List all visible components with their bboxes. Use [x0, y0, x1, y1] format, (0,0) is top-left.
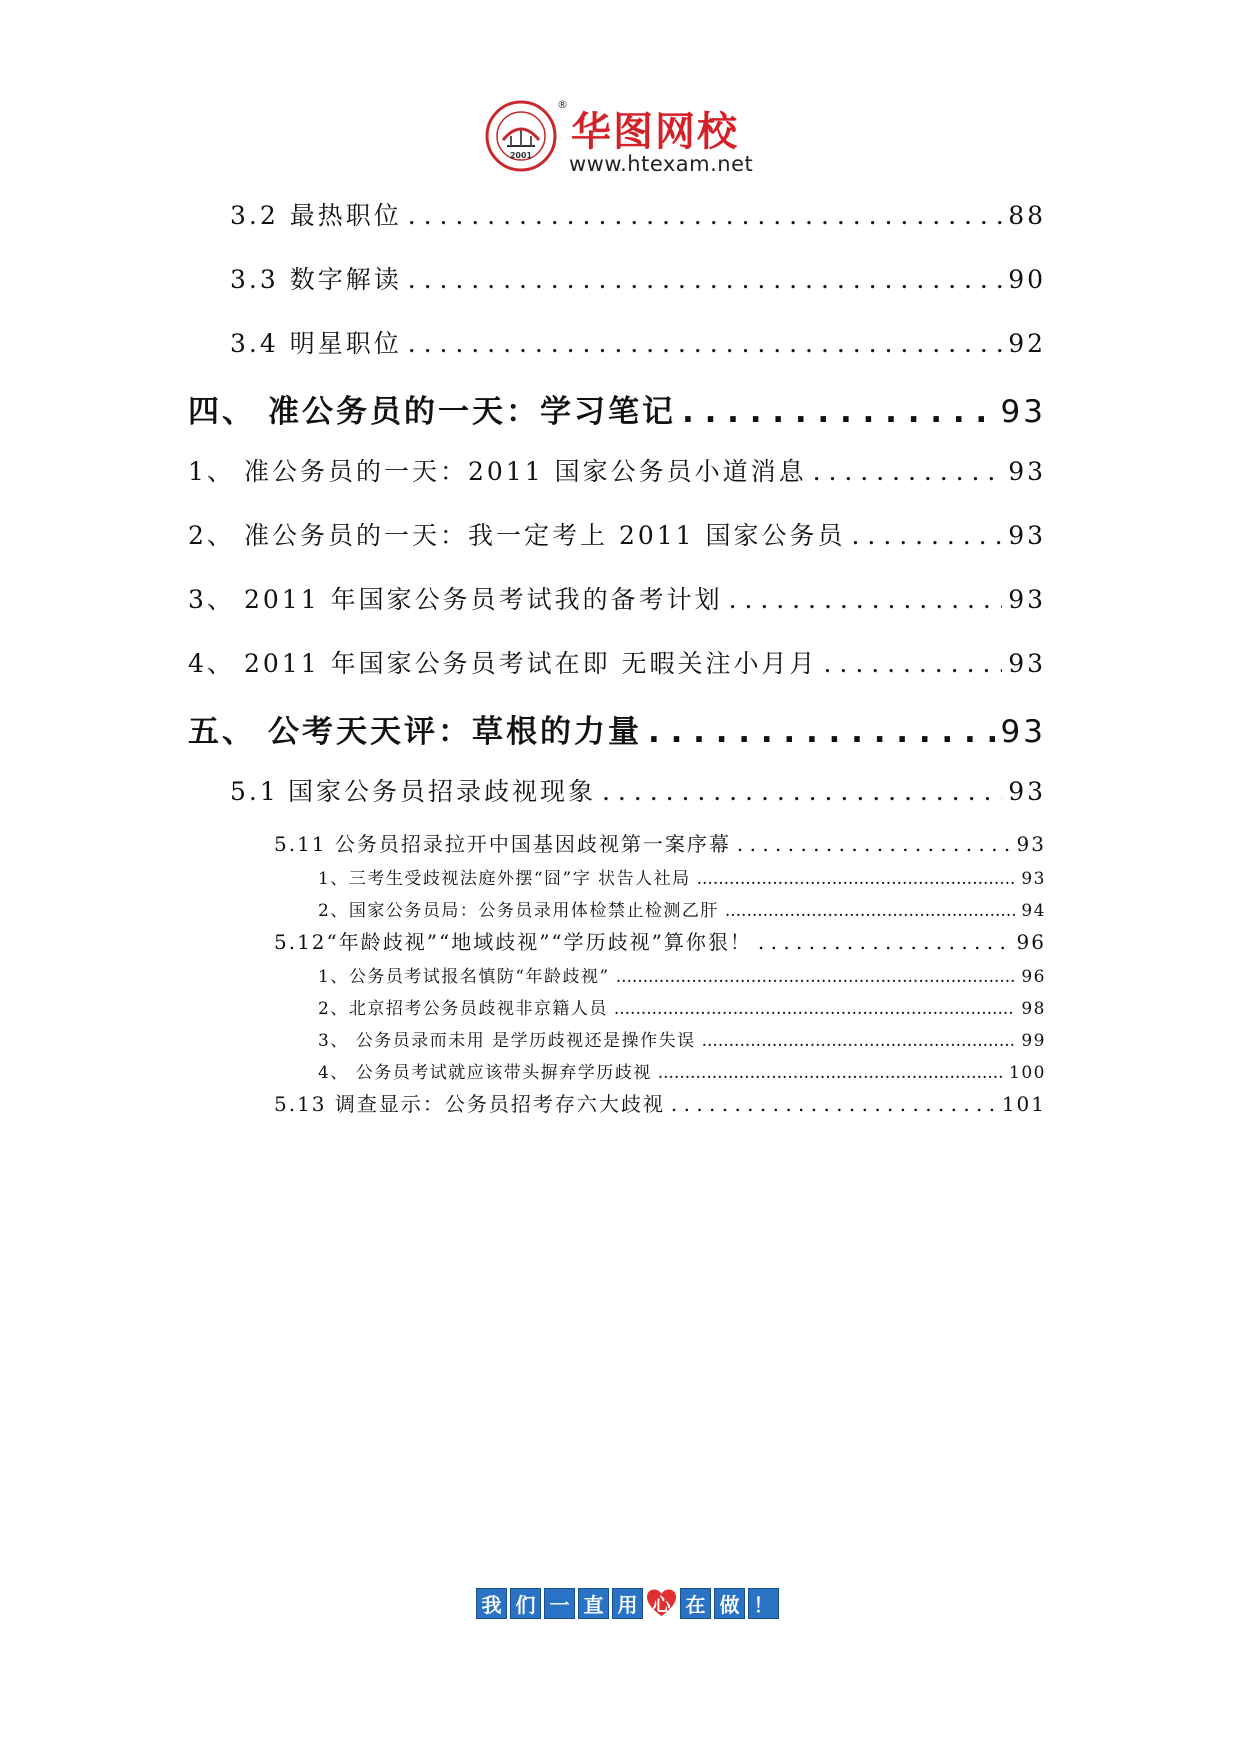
- toc-leader: [758, 930, 1011, 954]
- toc-entry[interactable]: [188, 580, 1046, 616]
- toc-chapter[interactable]: [188, 706, 1046, 751]
- toc-entry[interactable]: [318, 1026, 1046, 1051]
- toc-leader: [408, 329, 1002, 358]
- toc-entry[interactable]: [230, 324, 1046, 360]
- toc-title: 3.4 明星职位: [230, 329, 402, 358]
- toc-page: 96: [1021, 967, 1046, 987]
- toc-page: 96: [1016, 930, 1046, 954]
- seal-icon: [485, 100, 557, 172]
- toc-leader: [408, 201, 1002, 230]
- toc-entry[interactable]: [188, 516, 1046, 552]
- toc-entry[interactable]: [230, 196, 1046, 232]
- toc-number: 1、: [188, 457, 235, 486]
- toc-entry[interactable]: [318, 896, 1046, 921]
- toc-page: 98: [1021, 999, 1046, 1019]
- toc-page: 99: [1021, 1031, 1046, 1051]
- slogan-char: ！: [748, 1588, 779, 1619]
- toc-leader: [648, 714, 995, 750]
- slogan-char: 心: [652, 1594, 671, 1616]
- toc-entry[interactable]: [274, 926, 1046, 955]
- slogan-char: 我: [476, 1588, 507, 1619]
- toc-title: 1、公务员考试报名慎防“年龄歧视”: [318, 967, 610, 987]
- toc-leader: [671, 1092, 996, 1116]
- slogan-char: 直: [578, 1588, 609, 1619]
- toc-title: 4、 公务员考试就应该带头摒弃学历歧视: [318, 1063, 652, 1083]
- toc-page: 93: [1008, 777, 1046, 806]
- toc-title: 准公务员的一天：学习笔记: [268, 394, 676, 430]
- toc-title: 5.11 公务员招录拉开中国基因歧视第一案序幕: [274, 832, 731, 856]
- toc-page: 93: [1000, 714, 1046, 750]
- toc-entry[interactable]: [230, 260, 1046, 296]
- toc-title: 3、 公务员录而未用 是学历歧视还是操作失误: [318, 1031, 696, 1051]
- header-logo: [485, 100, 775, 180]
- toc-title: 2、国家公务员局：公务员录用体检禁止检测乙肝: [318, 901, 719, 921]
- slogan-char: 们: [510, 1588, 541, 1619]
- toc-page: 101: [1001, 1092, 1046, 1116]
- toc-page: 92: [1008, 329, 1046, 358]
- svg-text:2001: 2001: [509, 151, 533, 160]
- toc-entry[interactable]: [318, 994, 1046, 1019]
- toc-title: 3.3 数字解读: [230, 265, 402, 294]
- site-url: www.htexam.net: [569, 152, 754, 176]
- slogan-char: 做: [714, 1588, 745, 1619]
- toc-title: 2011 年国家公务员考试在即 无暇关注小月月: [244, 649, 818, 678]
- toc-entry[interactable]: [188, 644, 1046, 680]
- toc-entry[interactable]: [188, 452, 1046, 488]
- toc-leader: [616, 967, 1016, 987]
- toc-entry[interactable]: [230, 772, 1046, 808]
- toc-page: 88: [1008, 201, 1046, 230]
- slogan-char: 在: [680, 1588, 711, 1619]
- toc-page: 93: [1016, 832, 1046, 856]
- toc-number: 5.1: [230, 777, 279, 806]
- toc-title: 国家公务员招录歧视现象: [288, 777, 597, 806]
- toc-number: 2、: [188, 521, 235, 550]
- toc-leader: [658, 1063, 1003, 1083]
- toc-leader: [697, 869, 1016, 889]
- toc-entry[interactable]: [274, 828, 1046, 857]
- toc-entry[interactable]: [274, 1088, 1046, 1117]
- toc-title: 准公务员的一天：我一定考上 2011 国家公务员: [244, 521, 846, 550]
- toc-title: 3.2 最热职位: [230, 201, 402, 230]
- toc-title: 5.12“年龄歧视”“地域歧视”“学历歧视”算你狠！: [274, 930, 752, 954]
- toc-page: 94: [1021, 901, 1046, 921]
- toc-page: 90: [1008, 265, 1046, 294]
- toc-entry[interactable]: [318, 1058, 1046, 1083]
- brand-name: 华图网校: [571, 109, 739, 155]
- toc-chapter[interactable]: [188, 386, 1046, 431]
- toc-page: 93: [1008, 585, 1046, 614]
- toc-title: 公考天天评：草根的力量: [268, 714, 642, 750]
- slogan-char: 用: [612, 1588, 643, 1619]
- toc-page: 93: [1008, 521, 1046, 550]
- toc-leader: [602, 777, 1002, 806]
- toc-page: 93: [1008, 649, 1046, 678]
- toc-title: 2011 年国家公务员考试我的备考计划: [244, 585, 723, 614]
- toc-title: 准公务员的一天：2011 国家公务员小道消息: [244, 457, 807, 486]
- toc-leader: [725, 901, 1016, 921]
- toc-title: 1、三考生受歧视法庭外摆“囧”字 状告人社局: [318, 869, 691, 889]
- toc-title: 5.13 调查显示：公务员招考存六大歧视: [274, 1092, 665, 1116]
- toc-number: 五、: [188, 714, 256, 750]
- toc-number: 四、: [188, 394, 256, 430]
- toc-leader: [614, 999, 1016, 1019]
- toc-leader: [852, 521, 1003, 550]
- registered-mark: ®: [557, 98, 568, 111]
- toc-page: 93: [1021, 869, 1046, 889]
- toc-entry[interactable]: [318, 864, 1046, 889]
- toc-entry[interactable]: [318, 962, 1046, 987]
- toc-number: 4、: [188, 649, 235, 678]
- toc-page: 93: [1000, 394, 1046, 430]
- toc-number: 3、: [188, 585, 235, 614]
- toc-leader: [682, 394, 995, 430]
- toc-leader: [813, 457, 1003, 486]
- slogan-char: 一: [544, 1588, 575, 1619]
- toc-page: 93: [1008, 457, 1046, 486]
- toc-leader: [737, 832, 1011, 856]
- toc-leader: [729, 585, 1003, 614]
- toc-title: 2、北京招考公务员歧视非京籍人员: [318, 999, 608, 1019]
- toc-page: 100: [1009, 1063, 1046, 1083]
- heart-icon: [646, 1588, 677, 1619]
- footer-slogan: [476, 1588, 779, 1619]
- toc-leader: [408, 265, 1002, 294]
- toc-leader: [702, 1031, 1016, 1051]
- toc-leader: [824, 649, 1003, 678]
